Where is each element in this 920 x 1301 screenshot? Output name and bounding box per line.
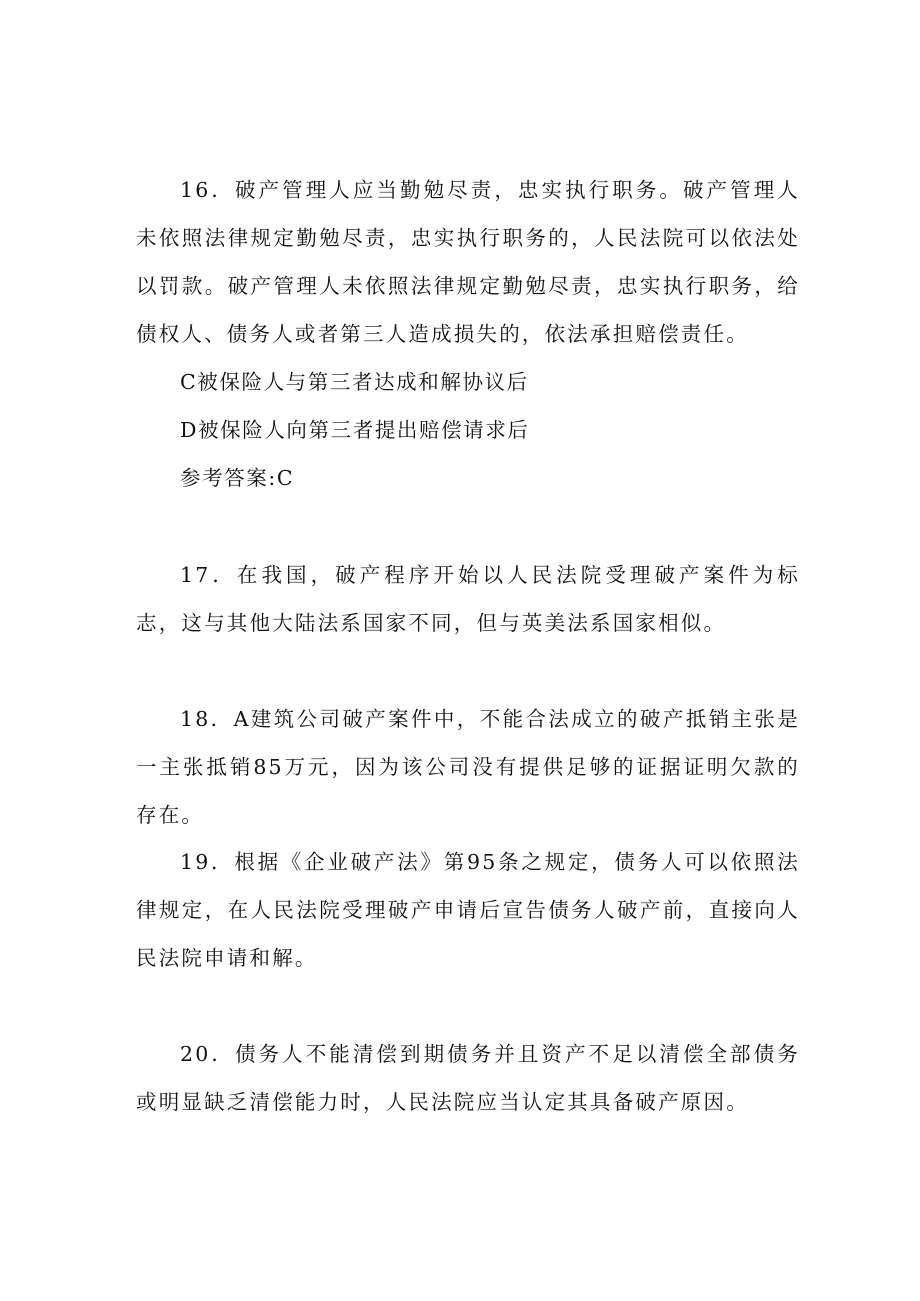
question-18-text: 18．A建筑公司破产案件中，不能合法成立的破产抵销主张是一主张抵销85万元，因为该公司没有提供足够的证据证明欠款的存在。 xyxy=(136,707,800,827)
option-d: D被保险人向第三者提出赔偿请求后 xyxy=(180,418,530,442)
reference-answer: 参考答案:C xyxy=(180,466,295,490)
question-17-text: 17．在我国，破产程序开始以人民法院受理破产案件为标志，这与其他大陆法系国家不同，但与英美法系国家相似。 xyxy=(136,563,800,635)
question-16-text: 16．破产管理人应当勤勉尽责，忠实执行职务。破产管理人未依照法律规定勤勉尽责，忠实执行职务的，人民法院可以依法处以罚款。破产管理人未依照法律规定勤勉尽责，忠实执行职务，给债权人、债务人或者第三人造成损失的，依法承担赔偿责任。 xyxy=(136,178,800,346)
option-c: C被保险人与第三者达成和解协议后 xyxy=(180,370,529,394)
question-19-text: 19．根据《企业破产法》第95条之规定，债务人可以依照法律规定，在人民法院受理破产申请后宣告债务人破产前，直接向人民法院申请和解。 xyxy=(136,850,800,970)
question-20-text: 20．债务人不能清偿到期债务并且资产不足以清偿全部债务或明显缺乏清偿能力时，人民法院应当认定其具备破产原因。 xyxy=(136,1042,800,1114)
